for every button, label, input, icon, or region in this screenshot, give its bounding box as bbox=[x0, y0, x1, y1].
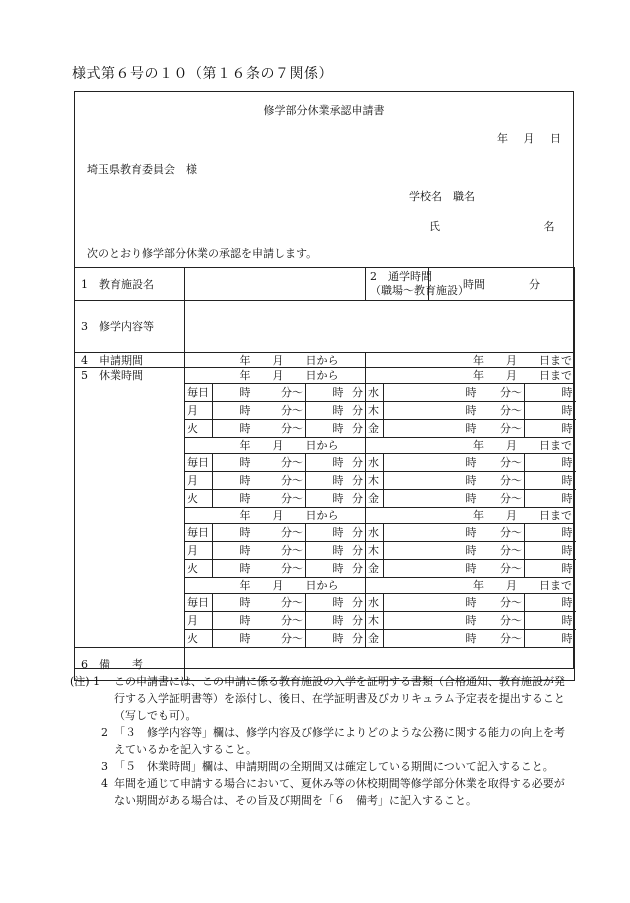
minute-to[interactable]: 分 bbox=[346, 454, 366, 472]
minute-from[interactable]: 分～ bbox=[479, 630, 525, 648]
minute-from[interactable]: 分～ bbox=[479, 542, 525, 560]
minute-from[interactable]: 分～ bbox=[253, 630, 306, 648]
facility-row bbox=[75, 268, 575, 301]
minute-from[interactable]: 分～ bbox=[479, 524, 525, 542]
hour-from[interactable]: 時 bbox=[213, 384, 253, 402]
hour-to[interactable]: 時 bbox=[306, 524, 346, 542]
hour-to[interactable]: 時 bbox=[306, 454, 346, 472]
period-from[interactable]: 年 月 日から bbox=[185, 353, 366, 368]
content-field[interactable] bbox=[185, 301, 575, 353]
hour-from[interactable]: 時 bbox=[213, 630, 253, 648]
schedule-from[interactable]: 年 月 日から bbox=[185, 578, 366, 594]
hour-from[interactable]: 時 bbox=[384, 402, 479, 420]
day-right: 木 bbox=[366, 402, 384, 420]
day-left: 火 bbox=[185, 630, 213, 648]
day-right: 金 bbox=[366, 490, 384, 508]
hour-from[interactable]: 時 bbox=[384, 594, 479, 612]
minute-from[interactable]: 分～ bbox=[479, 402, 525, 420]
day-left: 毎日 bbox=[185, 384, 213, 402]
day-right: 木 bbox=[366, 472, 384, 490]
hour-from[interactable]: 時 bbox=[384, 384, 479, 402]
hour-to[interactable]: 時 bbox=[306, 490, 346, 508]
minute-from[interactable]: 分～ bbox=[253, 420, 306, 438]
minute-from[interactable]: 分～ bbox=[479, 472, 525, 490]
note-item bbox=[70, 673, 570, 724]
hours-label: 5 休業時間 bbox=[75, 368, 185, 648]
hour-from[interactable]: 時 bbox=[213, 420, 253, 438]
hour-from[interactable]: 時 bbox=[384, 454, 479, 472]
period-label: 4 申請期間 bbox=[75, 353, 185, 368]
remarks-label: 6 備 考 bbox=[75, 648, 185, 681]
minute-to[interactable]: 分 bbox=[346, 524, 366, 542]
hour-from[interactable]: 時 bbox=[384, 630, 479, 648]
note-number: (注) 1 bbox=[70, 675, 101, 688]
hour-to[interactable]: 時 bbox=[306, 402, 346, 420]
day-left: 火 bbox=[185, 420, 213, 438]
hour-from[interactable]: 時 bbox=[213, 542, 253, 560]
minute-from[interactable]: 分～ bbox=[253, 524, 306, 542]
hour-from[interactable]: 時 bbox=[213, 594, 253, 612]
hour-to[interactable]: 時 bbox=[306, 612, 346, 630]
hour-to[interactable]: 時 bbox=[306, 420, 346, 438]
period-to[interactable]: 年 月 日まで bbox=[366, 353, 575, 368]
hour-to[interactable]: 時 bbox=[306, 542, 346, 560]
minute-to[interactable]: 分 bbox=[346, 490, 366, 508]
hour-from[interactable]: 時 bbox=[384, 612, 479, 630]
notes bbox=[70, 673, 570, 809]
application-table bbox=[74, 267, 575, 681]
minute-to[interactable]: 分 bbox=[346, 384, 366, 402]
day-left: 月 bbox=[185, 472, 213, 490]
hour-to[interactable]: 時 bbox=[525, 524, 575, 542]
day-right: 水 bbox=[366, 454, 384, 472]
intro-text: 次のとおり修学部分休業の承認を申請します。 bbox=[87, 247, 318, 260]
minute-to[interactable]: 分 bbox=[346, 542, 366, 560]
note-number: 4 bbox=[101, 777, 108, 790]
day-left: 火 bbox=[185, 560, 213, 578]
form-code: 様式第６号の１０（第１６条の７関係） bbox=[72, 66, 333, 82]
minute-from[interactable]: 分～ bbox=[253, 612, 306, 630]
hour-to[interactable]: 時 bbox=[525, 472, 575, 490]
note-text: 年間を通じて申請する場合において、夏休み等の休校期間等修学部分休業を取得する必要がない期間がある場合は、その旨及び期間を「６ 備考」に記入すること。 bbox=[114, 777, 565, 807]
applicant-name-line: 氏 名 bbox=[429, 220, 555, 233]
minute-from[interactable]: 分～ bbox=[479, 384, 525, 402]
facility-label: 1 教育施設名 bbox=[75, 268, 185, 301]
day-right: 金 bbox=[366, 560, 384, 578]
minute-from[interactable]: 分～ bbox=[253, 560, 306, 578]
minute-from[interactable]: 分～ bbox=[479, 612, 525, 630]
note-item bbox=[70, 758, 570, 775]
note-text: 「３ 修学内容等」欄は、修学内容及び修学によりどのような公務に関する能力の向上を考えているかを記入すること。 bbox=[114, 726, 565, 756]
application-form bbox=[74, 91, 574, 669]
content-label: 3 修学内容等 bbox=[75, 301, 185, 353]
minute-to[interactable]: 分 bbox=[346, 420, 366, 438]
hour-to[interactable]: 時 bbox=[306, 630, 346, 648]
schedule-from[interactable]: 年 月 日から bbox=[185, 368, 366, 384]
note-text: この申請書には、この申請に係る教育施設の入学を証明する書類（合格通知、教育施設が発行する入学証明書等）を添付し、後日、在学証明書及びカリキュラム予定表を提出すること（写しでも可）。 bbox=[114, 675, 565, 722]
minute-from[interactable]: 分～ bbox=[253, 542, 306, 560]
hour-to[interactable]: 時 bbox=[525, 490, 575, 508]
minute-to[interactable]: 分 bbox=[346, 594, 366, 612]
schedule-to[interactable]: 年 月 日まで bbox=[366, 438, 575, 454]
note-item bbox=[70, 724, 570, 758]
minute-from[interactable]: 分～ bbox=[479, 560, 525, 578]
hour-from[interactable]: 時 bbox=[384, 472, 479, 490]
hour-to[interactable]: 時 bbox=[306, 594, 346, 612]
hour-from[interactable]: 時 bbox=[213, 490, 253, 508]
day-right: 水 bbox=[366, 594, 384, 612]
minute-from[interactable]: 分～ bbox=[253, 490, 306, 508]
school-position-line: 学校名 職名 bbox=[409, 190, 475, 203]
hour-to[interactable]: 時 bbox=[525, 594, 575, 612]
schedule-period-row bbox=[75, 368, 575, 384]
minute-from[interactable]: 分～ bbox=[253, 454, 306, 472]
minute-to[interactable]: 分 bbox=[346, 472, 366, 490]
day-left: 月 bbox=[185, 612, 213, 630]
minute-from[interactable]: 分～ bbox=[253, 594, 306, 612]
period-row bbox=[75, 353, 575, 368]
hour-from[interactable]: 時 bbox=[384, 420, 479, 438]
hour-from[interactable]: 時 bbox=[213, 472, 253, 490]
schedule-from[interactable]: 年 月 日から bbox=[185, 508, 366, 524]
day-right: 金 bbox=[366, 630, 384, 648]
hour-to[interactable]: 時 bbox=[525, 542, 575, 560]
hour-from[interactable]: 時 bbox=[384, 560, 479, 578]
day-left: 火 bbox=[185, 490, 213, 508]
minute-from[interactable]: 分～ bbox=[253, 472, 306, 490]
hour-to[interactable]: 時 bbox=[525, 612, 575, 630]
note-text: 「５ 休業時間」欄は、申請期間の全期間又は確定している期間について記入すること。 bbox=[114, 760, 554, 773]
day-left: 月 bbox=[185, 402, 213, 420]
hour-to[interactable]: 時 bbox=[525, 560, 575, 578]
schedule-to[interactable]: 年 月 日まで bbox=[366, 368, 575, 384]
hour-from[interactable]: 時 bbox=[384, 490, 479, 508]
hour-to[interactable]: 時 bbox=[525, 384, 575, 402]
day-left: 月 bbox=[185, 542, 213, 560]
commute-time-field[interactable]: 時間 分 bbox=[429, 268, 575, 301]
hour-from[interactable]: 時 bbox=[384, 542, 479, 560]
hour-from[interactable]: 時 bbox=[213, 402, 253, 420]
minute-from[interactable]: 分～ bbox=[253, 384, 306, 402]
day-right: 金 bbox=[366, 420, 384, 438]
content-row bbox=[75, 301, 575, 353]
hour-from[interactable]: 時 bbox=[213, 560, 253, 578]
schedule-to[interactable]: 年 月 日まで bbox=[366, 508, 575, 524]
minute-to[interactable]: 分 bbox=[346, 612, 366, 630]
hour-to[interactable]: 時 bbox=[525, 402, 575, 420]
minute-from[interactable]: 分～ bbox=[479, 490, 525, 508]
day-left: 毎日 bbox=[185, 594, 213, 612]
hour-from[interactable]: 時 bbox=[213, 524, 253, 542]
hour-to[interactable]: 時 bbox=[525, 454, 575, 472]
day-right: 水 bbox=[366, 384, 384, 402]
schedule-from[interactable]: 年 月 日から bbox=[185, 438, 366, 454]
day-left: 毎日 bbox=[185, 524, 213, 542]
hour-to[interactable]: 時 bbox=[525, 420, 575, 438]
commute-label: 2 通学時間 （職場～教育施設） bbox=[366, 268, 429, 301]
day-right: 木 bbox=[366, 612, 384, 630]
day-right: 水 bbox=[366, 524, 384, 542]
hour-to[interactable]: 時 bbox=[306, 472, 346, 490]
schedule-to[interactable]: 年 月 日まで bbox=[366, 578, 575, 594]
hour-from[interactable]: 時 bbox=[213, 454, 253, 472]
date-line: 年 月 日 bbox=[497, 132, 561, 145]
facility-field[interactable] bbox=[185, 268, 366, 301]
hour-to[interactable]: 時 bbox=[306, 384, 346, 402]
note-number: 3 bbox=[101, 760, 108, 773]
minute-from[interactable]: 分～ bbox=[253, 402, 306, 420]
hour-to[interactable]: 時 bbox=[306, 560, 346, 578]
recipient: 埼玉県教育委員会 様 bbox=[87, 163, 197, 176]
hour-to[interactable]: 時 bbox=[525, 630, 575, 648]
minute-to[interactable]: 分 bbox=[346, 630, 366, 648]
note-number: 2 bbox=[101, 726, 108, 739]
minute-to[interactable]: 分 bbox=[346, 560, 366, 578]
minute-from[interactable]: 分～ bbox=[479, 420, 525, 438]
note-item bbox=[70, 775, 570, 809]
day-right: 木 bbox=[366, 542, 384, 560]
hour-from[interactable]: 時 bbox=[213, 612, 253, 630]
minute-from[interactable]: 分～ bbox=[479, 454, 525, 472]
document-title: 修学部分休業承認申請書 bbox=[263, 104, 385, 117]
hour-from[interactable]: 時 bbox=[384, 524, 479, 542]
minute-from[interactable]: 分～ bbox=[479, 594, 525, 612]
day-left: 毎日 bbox=[185, 454, 213, 472]
minute-to[interactable]: 分 bbox=[346, 402, 366, 420]
